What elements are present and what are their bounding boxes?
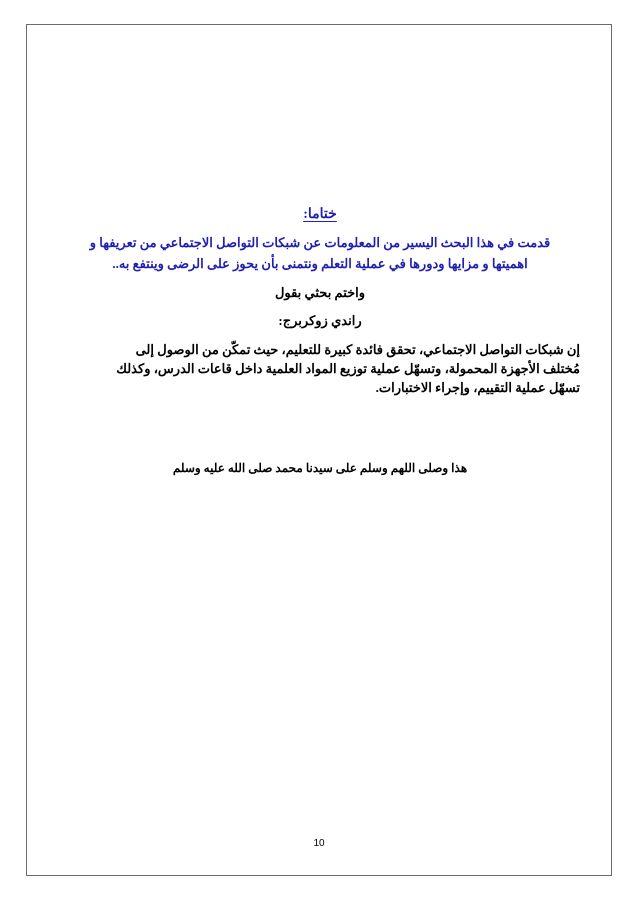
- quote-paragraph: [60, 340, 580, 397]
- heading-text: ختاما:: [303, 207, 337, 222]
- intro-line: قدمت في هذا البحث اليسير من المعلومات عن شبكات التواصل الاجتماعي من تعريفها و: [89, 235, 551, 250]
- quote-author: راندي زوكربرج:: [278, 313, 362, 328]
- outro-line: واختم بحثي بقول: [274, 285, 366, 300]
- section-heading: [60, 206, 580, 223]
- page-border: [26, 24, 612, 876]
- closing-line: هذا وصلى اللهم وسلم على سيدنا محمد صلى الله عليه وسلم: [172, 461, 468, 475]
- intro-paragraph: [60, 232, 580, 274]
- quote-line: إن شبكات التواصل الاجتماعي، تحقق فائدة كبيرة للتعليم، حيث تمكّن من الوصول إلى: [135, 342, 580, 357]
- quote-line: مُختلف الأجهزة المحمولة، وتسهّل عملية توزيع المواد العلمية داخل قاعات الدرس، وكذلك: [116, 361, 580, 376]
- intro-line: اهميتها و مزايها ودورها في عملية التعلم ونتمنى بأن يحوز على الرضى وينتفع به..: [112, 256, 528, 271]
- quote-line: تسهّل عملية التقييم، وإجراء الاختبارات.: [375, 380, 580, 395]
- page-number: 10: [313, 838, 325, 849]
